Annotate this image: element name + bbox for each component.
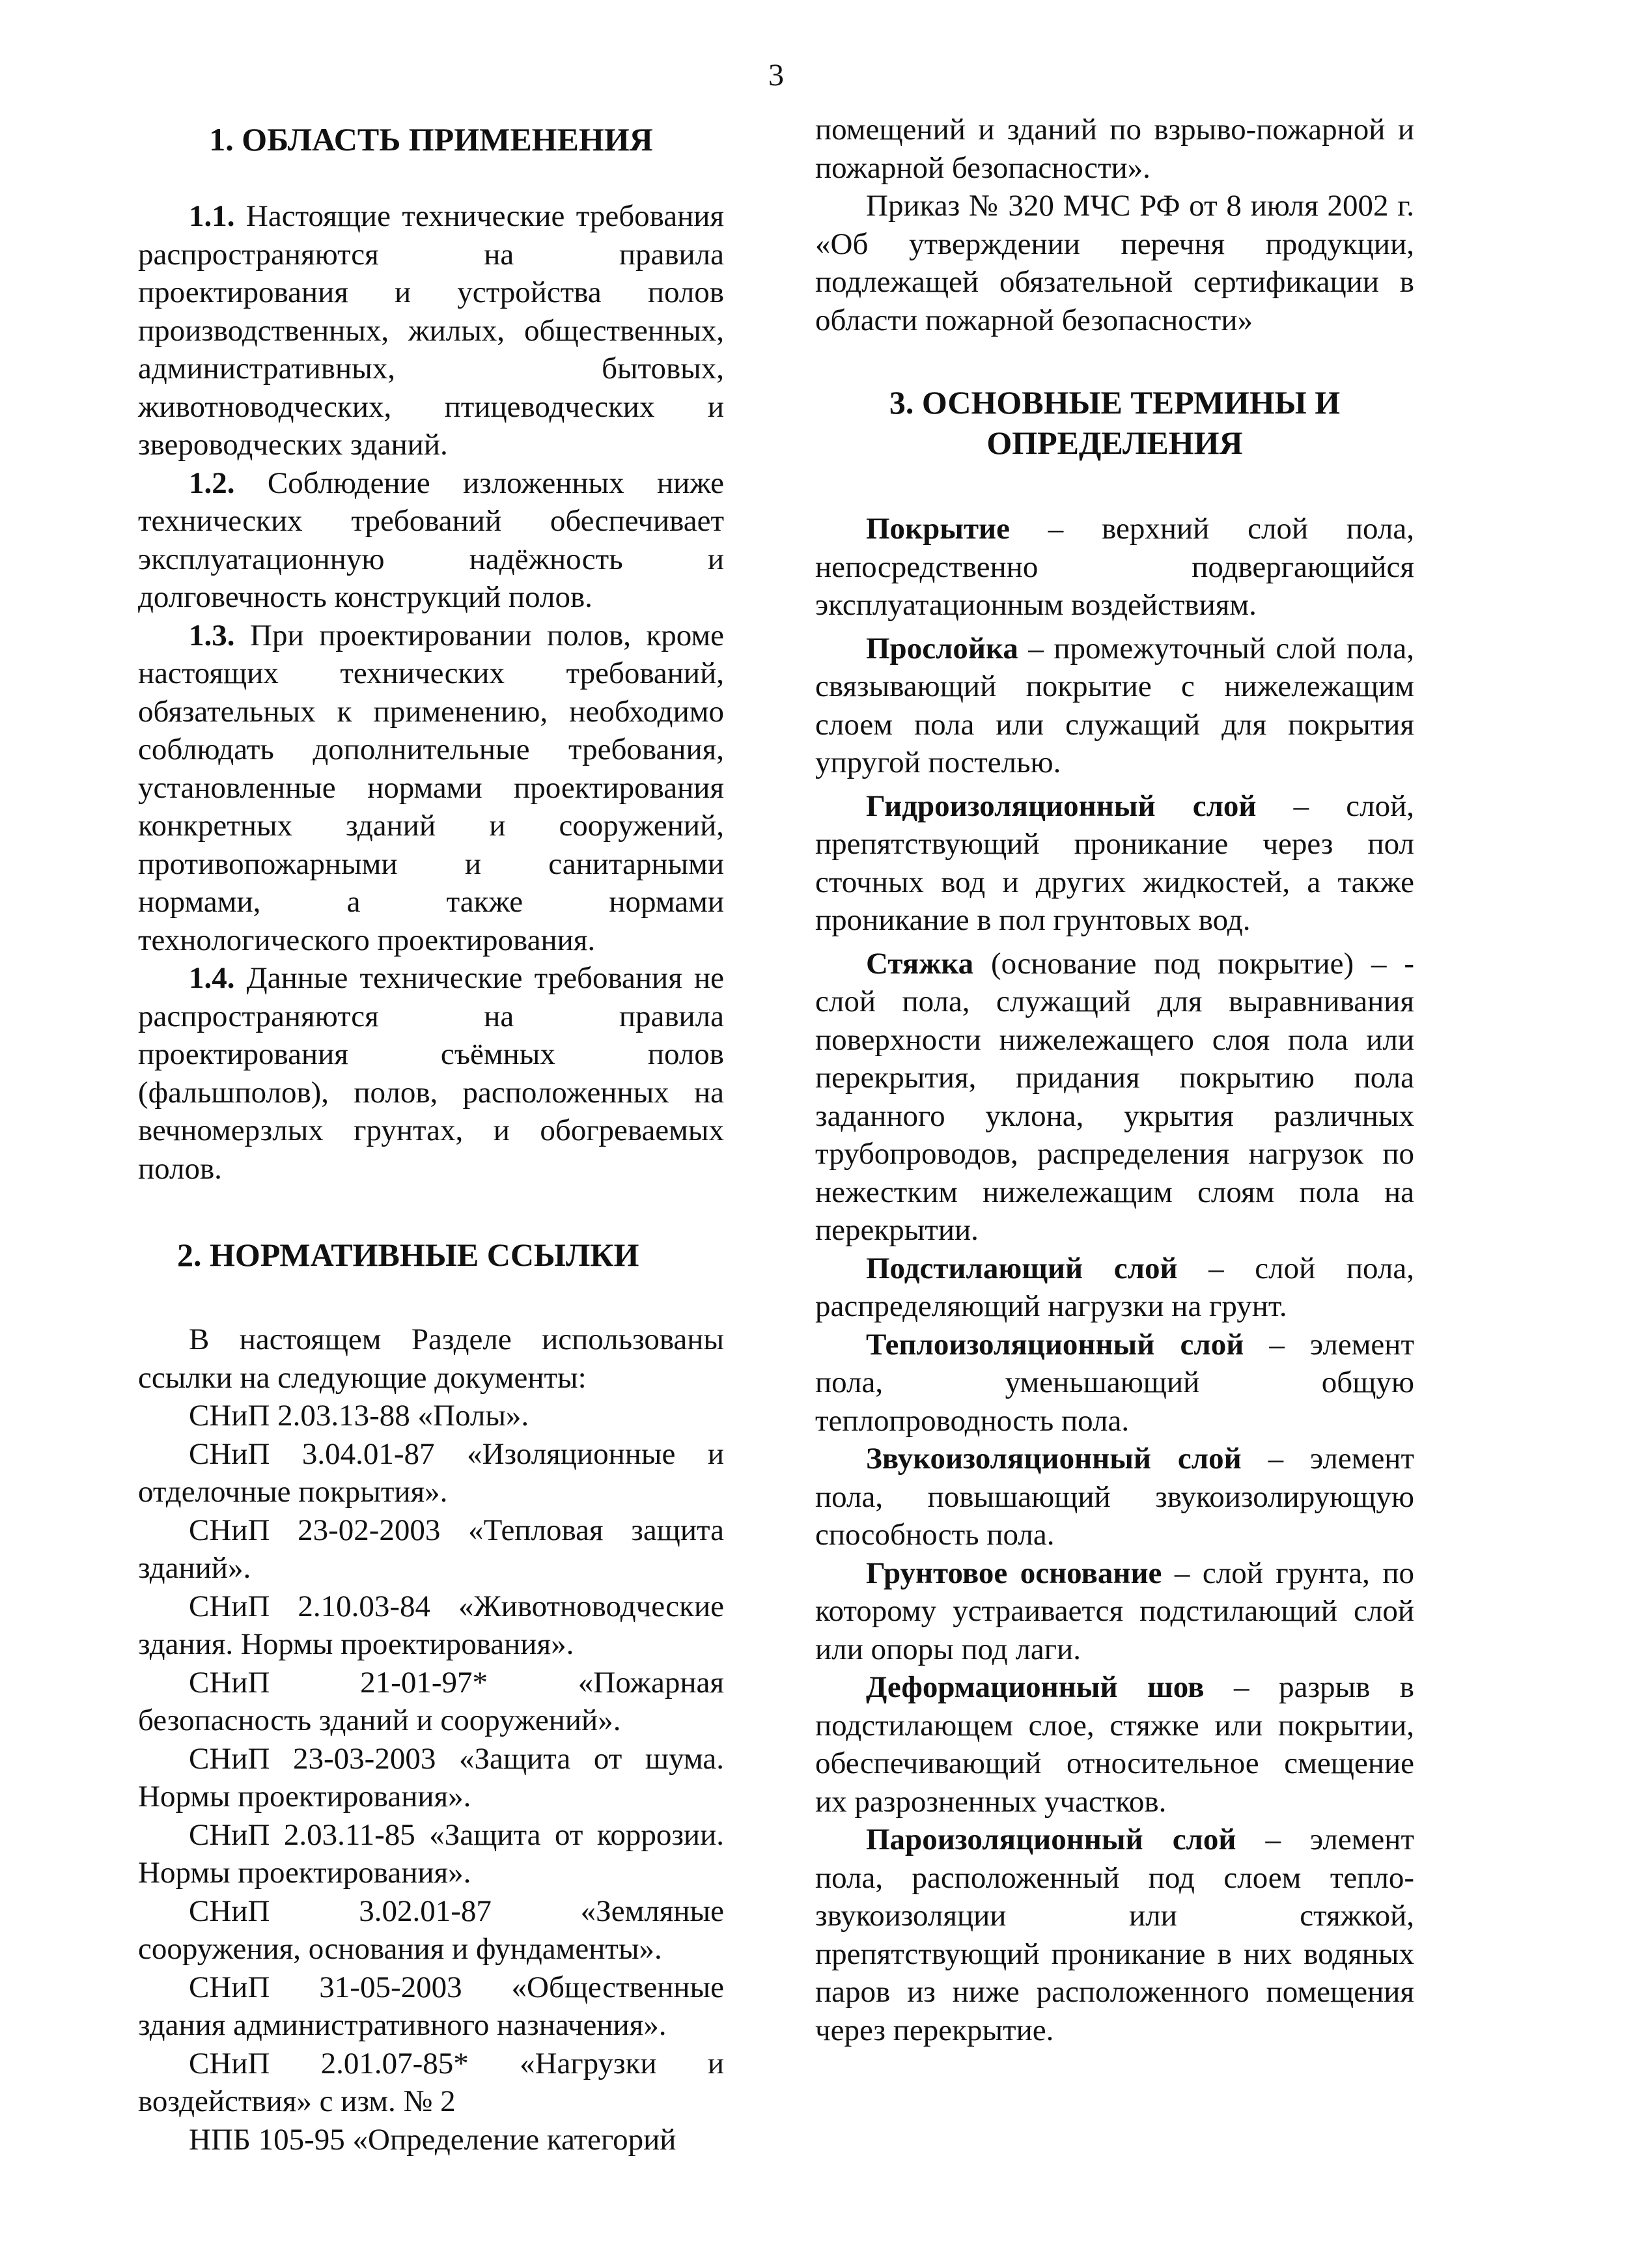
term-definition bbox=[815, 1250, 1414, 1326]
reference-item: СНиП 2.01.07-85* «Нагрузки и воздействия» с изм. № 2 bbox=[138, 2046, 724, 2118]
order-reference: Приказ № 320 МЧС РФ от 8 июля 2002 г. «Об утверждении перечня продукции, подлежащей обязательной сертификации в области пожарной безопасности» bbox=[815, 189, 1414, 337]
term: Подстилающий слой bbox=[866, 1251, 1178, 1285]
clause-number: 1.2. bbox=[189, 466, 235, 500]
clause-text: Данные технические требования не распространяются на правила проектирования съёмных полов (фальшполов), полов, расположенных на вечномерзлых грунтах, и обогреваемых полов. bbox=[138, 961, 724, 1186]
section-3-heading-line-1: 3. ОСНОВНЫЕ ТЕРМИНЫ И bbox=[889, 384, 1341, 421]
term: Гидроизоляционный слой bbox=[866, 789, 1257, 823]
clause-1-3 bbox=[138, 617, 724, 960]
term-definition bbox=[815, 1440, 1414, 1554]
section-3-heading-line-2: ОПРЕДЕЛЕНИЯ bbox=[986, 425, 1243, 461]
term-definition bbox=[815, 510, 1414, 624]
clause-text: Настоящие технические требования распространяются на правила проектирования и устройства полов производственных, жилых, общественных, административных, бытовых, животноводческих, птицеводческих и звероводческих зданий. bbox=[138, 199, 724, 462]
clause-text: Соблюдение изложенных ниже технических требований обеспечивает эксплуатационную надёжность и долговечность конструкций полов. bbox=[138, 466, 724, 614]
term: Стяжка bbox=[866, 946, 974, 981]
section-3-heading bbox=[815, 382, 1414, 463]
reference-item: СНиП 21-01-97* «Пожарная безопасность зданий и сооружений». bbox=[138, 1665, 724, 1737]
term-definition bbox=[815, 1668, 1414, 1821]
clause-number: 1.1. bbox=[189, 199, 235, 233]
definition: – промежуточный слой пола, связывающий покрытие с нижележащим слоем пола или служащий для покрытия упругой постелью. bbox=[815, 631, 1414, 779]
definition: (основание под покрытие) – - слой пола, служащий для выравнивания поверхности нижележащего слоя пола или перекрытия, придания покрытию пола заданного уклона, укрытия различных трубопроводов, распределения нагрузок по нежестким нижележащим слоям пола на перекрытии. bbox=[815, 946, 1414, 1247]
definition: – слой, препятствующий проникание через пол сточных вод и других жидкостей, а также проникание в пол грунтовых вод. bbox=[815, 789, 1414, 937]
definition: – элемент пола, расположенный под слоем тепло-звукоизоляции или стяжкой, препятствующий проникание в них водяных паров из ниже расположенного помещения через перекрытие. bbox=[815, 1823, 1414, 2047]
reference-item: СНиП 3.04.01-87 «Изоляционные и отделочные покрытия». bbox=[138, 1436, 724, 1509]
page-number: 3 bbox=[768, 58, 784, 92]
clause-number: 1.3. bbox=[189, 618, 235, 652]
clause-number: 1.4. bbox=[189, 961, 235, 995]
reference-item: СНиП 3.02.01-87 «Земляные сооружения, основания и фундаменты». bbox=[138, 1894, 724, 1966]
reference-item: НПБ 105-95 «Определение категорий bbox=[189, 2122, 677, 2157]
term: Теплоизоляционный слой bbox=[866, 1327, 1244, 1362]
definition: – элемент пола, уменьшающий общую теплопроводность пола. bbox=[815, 1327, 1414, 1438]
clause-1-1 bbox=[138, 197, 724, 464]
definition: – разрыв в подстилающем слое, стяжке или покрытии, обеспечивающий относительное смещение их разрозненных участков. bbox=[815, 1670, 1414, 1819]
term-definition bbox=[815, 1554, 1414, 1669]
reference-item: СНиП 2.03.11-85 «Защита от коррозии. Нормы проектирования». bbox=[138, 1817, 724, 1890]
term-definition bbox=[815, 945, 1414, 1250]
reference-continuation: помещений и зданий по взрыво-пожарной и пожарной безопасности». bbox=[815, 113, 1414, 185]
clause-1-4 bbox=[138, 959, 724, 1188]
term: Деформационный шов bbox=[866, 1670, 1205, 1704]
term: Пароизоляционный слой bbox=[866, 1823, 1236, 1856]
clause-text: При проектировании полов, кроме настоящих технических требований, обязательных к применению, необходимо соблюдать дополнительные требования, установленные нормами проектирования конкретных зданий и сооружений, противопожарными и санитарными нормами, а также нормами технологического проектирования. bbox=[138, 618, 724, 957]
clause-1-2 bbox=[138, 464, 724, 617]
term: Звукоизоляционный слой bbox=[866, 1442, 1242, 1476]
term-definition bbox=[815, 787, 1414, 940]
term: Прослойка bbox=[866, 631, 1018, 665]
reference-item: СНиП 31-05-2003 «Общественные здания административного назначения». bbox=[138, 1970, 724, 2042]
right-column bbox=[815, 111, 1414, 2049]
term-definition bbox=[815, 1821, 1414, 2049]
definition: – элемент пола, повышающий звукоизолирующую способность пола. bbox=[815, 1442, 1414, 1552]
section-1-heading: 1. ОБЛАСТЬ ПРИМЕНЕНИЯ bbox=[209, 121, 653, 158]
term: Грунтовое основание bbox=[866, 1556, 1162, 1590]
term-definition bbox=[815, 630, 1414, 782]
left-column bbox=[138, 114, 724, 2159]
references-intro: В настоящем Разделе использованы ссылки на следующие документы: bbox=[138, 1323, 724, 1395]
section-2-heading: 2. НОРМАТИВНЫЕ ССЫЛКИ bbox=[177, 1237, 639, 1273]
reference-item: СНиП 23-02-2003 «Тепловая защита зданий». bbox=[138, 1513, 724, 1585]
term-definition bbox=[815, 1326, 1414, 1440]
definition: – слой пола, распределяющий нагрузки на грунт. bbox=[815, 1251, 1414, 1323]
reference-item: СНиП 23-03-2003 «Защита от шума. Нормы проектирования». bbox=[138, 1741, 724, 1813]
reference-item: СНиП 2.03.13-88 «Полы». bbox=[189, 1399, 529, 1433]
definition: – слой грунта, по которому устраивается подстилающий слой или опоры под лаги. bbox=[815, 1556, 1415, 1666]
reference-item: СНиП 2.10.03-84 «Животноводческие здания. Нормы проектирования». bbox=[138, 1589, 724, 1661]
term: Покрытие bbox=[866, 512, 1011, 546]
definition: – верхний слой пола, непосредственно подвергающийся эксплуатационным воздействиям. bbox=[815, 512, 1414, 622]
